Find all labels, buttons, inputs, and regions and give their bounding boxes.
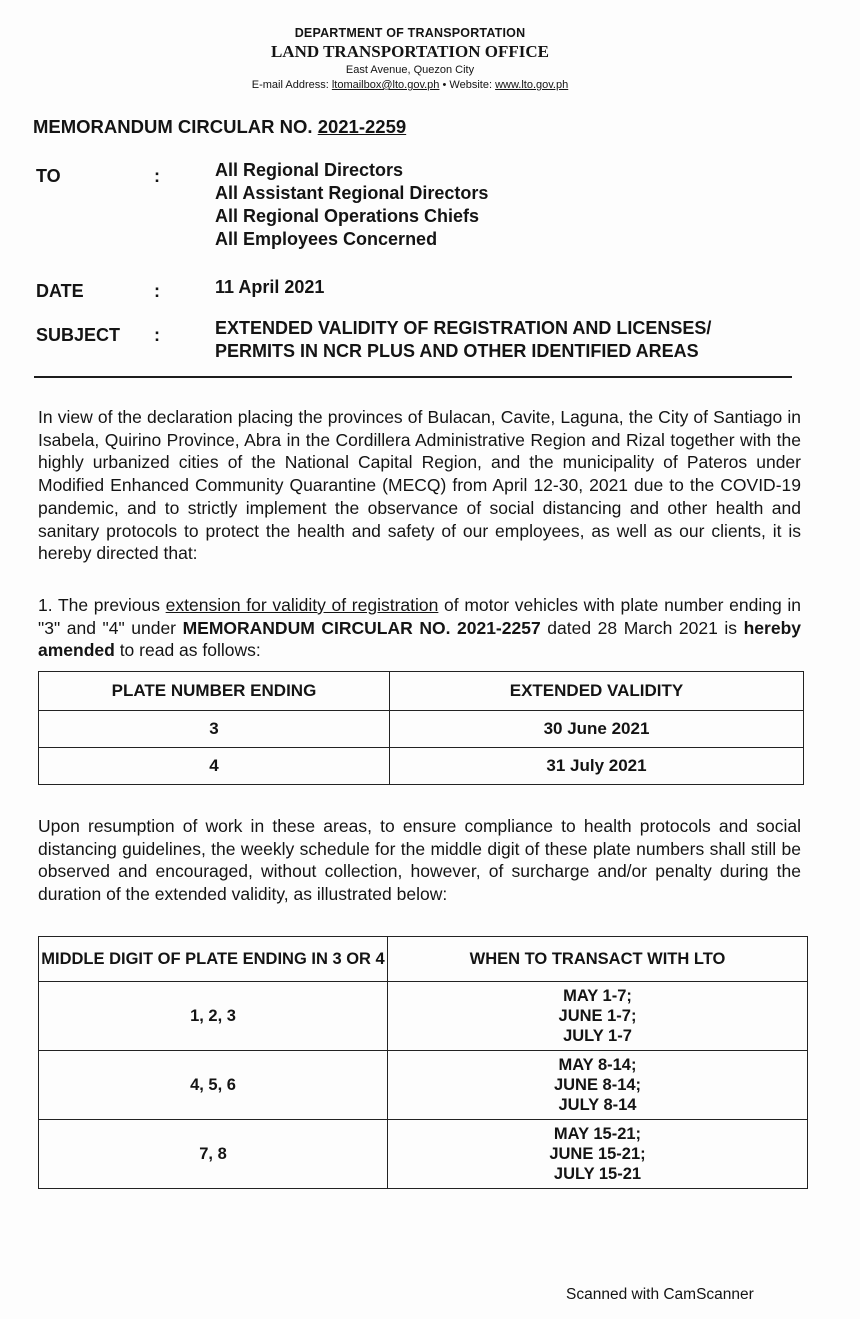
- subject-label: SUBJECT: [36, 325, 121, 345]
- date-range: JUNE 8-14;: [553, 1076, 642, 1094]
- column-header: WHEN TO TRANSACT WITH LTO: [388, 937, 808, 982]
- letterhead-address: East Avenue, Quezon City: [345, 64, 475, 76]
- date-range: MAY 8-14;: [558, 1056, 637, 1074]
- subject-colon: :: [154, 325, 160, 345]
- column-header: MIDDLE DIGIT OF PLATE ENDING IN 3 OR 4: [39, 937, 388, 982]
- validity-table: [38, 671, 804, 785]
- table-row: [39, 982, 808, 1051]
- item-1-text: dated 28 March 2021 is: [540, 617, 744, 638]
- recipient: All Employees Concerned: [215, 229, 438, 249]
- recipient: All Regional Directors: [215, 160, 404, 180]
- middle-digit-cell: 4, 5, 6: [39, 1051, 388, 1120]
- website-label: Website:: [449, 79, 492, 91]
- table-row: [39, 711, 804, 748]
- memo-title: [33, 116, 406, 138]
- date-range: JULY 1-7: [563, 1027, 632, 1045]
- item-1-circular-reference: MEMORANDUM CIRCULAR NO. 2021-2257: [182, 617, 541, 638]
- item-1-emphasis: hereby amended: [38, 617, 801, 661]
- date-range: MAY 15-21;: [553, 1125, 642, 1143]
- plate-ending-cell: 3: [39, 711, 390, 748]
- email-link[interactable]: ltomailbox@lto.gov.ph: [331, 79, 440, 91]
- table-row: [39, 748, 804, 785]
- plate-ending-cell: 4: [39, 748, 390, 785]
- header-divider: [34, 376, 792, 378]
- item-1-paragraph: [38, 594, 801, 662]
- memo-number: 2021-2259: [317, 116, 407, 137]
- letterhead-contact: [190, 79, 630, 91]
- letterhead-department: DEPARTMENT OF TRANSPORTATION: [294, 26, 526, 40]
- recipients-list: [215, 159, 488, 251]
- memo-date: 11 April 2021: [215, 277, 325, 297]
- item-1-text: of motor vehicles with plate number ending in "3" and "4" under: [38, 595, 801, 638]
- column-header: EXTENDED VALIDITY: [390, 672, 804, 711]
- item-1-text: 1. The previous: [38, 595, 166, 615]
- transact-dates-cell: [388, 982, 808, 1051]
- subject-line: PERMITS IN NCR PLUS AND OTHER IDENTIFIED AREAS: [215, 341, 699, 361]
- transact-dates-cell: [388, 1051, 808, 1120]
- subject-line: EXTENDED VALIDITY OF REGISTRATION AND LICENSES/: [215, 318, 712, 338]
- middle-digit-cell: 7, 8: [39, 1120, 388, 1189]
- date-range: MAY 1-7;: [563, 987, 632, 1005]
- to-colon: :: [154, 166, 160, 186]
- to-label: TO: [36, 166, 61, 186]
- transact-dates-cell: [388, 1120, 808, 1189]
- date-range: JULY 8-14: [558, 1096, 637, 1114]
- validity-cell: 30 June 2021: [390, 711, 804, 748]
- scanner-watermark: Scanned with CamScanner: [566, 1286, 754, 1303]
- item-1-underlined-text: extension for validity of registration: [165, 595, 439, 615]
- middle-digit-cell: 1, 2, 3: [39, 982, 388, 1051]
- table-header-row: [39, 937, 808, 982]
- recipient: All Regional Operations Chiefs: [215, 206, 480, 226]
- contact-separator: •: [442, 79, 447, 91]
- subject-text: [215, 317, 711, 363]
- memo-label: MEMORANDUM CIRCULAR NO.: [33, 116, 313, 137]
- table-row: [39, 1051, 808, 1120]
- date-range: JUNE 15-21;: [549, 1145, 646, 1163]
- resumption-paragraph: Upon resumption of work in these areas, to ensure compliance to health protocols and social distancing guidelines, the weekly schedule for the middle digit of these plate numbers shall still be observed and encouraged, without collection, however, of surcharge and/or penalty during the duration of the extended validity, as illustrated below:: [38, 816, 801, 905]
- validity-cell: 31 July 2021: [390, 748, 804, 785]
- recipient: All Assistant Regional Directors: [215, 183, 489, 203]
- date-range: JULY 15-21: [553, 1165, 642, 1183]
- email-label: E-mail Address:: [251, 79, 329, 91]
- table-row: [39, 1120, 808, 1189]
- date-label: DATE: [36, 281, 84, 301]
- schedule-table: [38, 936, 808, 1189]
- date-colon: :: [154, 281, 160, 301]
- date-range: JUNE 1-7;: [558, 1007, 637, 1025]
- website-link[interactable]: www.lto.gov.ph: [495, 79, 569, 91]
- intro-paragraph: In view of the declaration placing the provinces of Bulacan, Cavite, Laguna, the City of Santiago in Isabela, Quirino Province, Abra in the Cordillera Administrative Region and Rizal together with the highly urbanized cities of the National Capital Region, and the municipality of Pateros under Modified Enhanced Community Quarantine (MECQ) from April 12-30, 2021 due to the COVID-19 pandemic, and to strictly implement the observance of social distancing and other health and sanitary protocols to protect the health and safety of our employees, as well as our clients, it is hereby directed that:: [38, 407, 801, 564]
- item-1-text: to read as follows:: [114, 640, 261, 661]
- column-header: PLATE NUMBER ENDING: [39, 672, 390, 711]
- table-header-row: [39, 672, 804, 711]
- letterhead-office: LAND TRANSPORTATION OFFICE: [270, 42, 550, 61]
